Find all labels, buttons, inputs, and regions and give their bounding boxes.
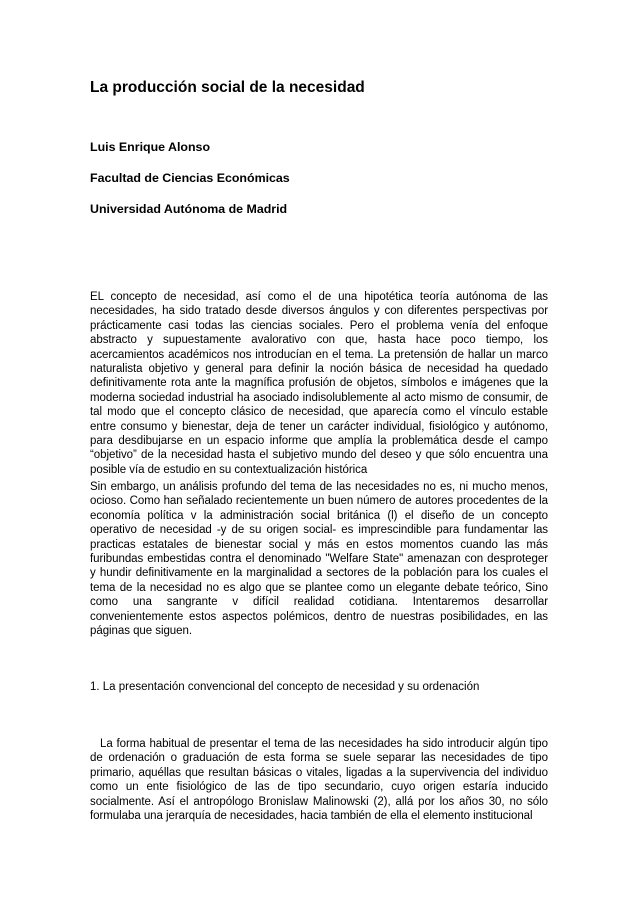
section-paragraph: La forma habitual de presentar el tema de las necesidades ha sido introducir algún tipo de ordenación o graduación de esta forma se suele separar las necesidades de tipo primario, aquéllas que resultan básicas o vitales, ligadas a la supervivencia del individuo como un ente fisiológico de las de tipo secundario, cuyo origen estaría inducido socialmente. Así el antropólogo Bronislaw Malinowski (2), allá por los años 30, no sólo formulaba una jerarquía de necesidades, hacia también de ella el elemento institucional — [90, 738, 548, 823]
body-paragraph-1: EL concepto de necesidad, así como el de una hipotética teoría autónoma de las necesidades, ha sido tratado desde diversos ángulos y con diferentes perspectivas por prácticamente casi todas las ciencias sociales. Pero el problema venía del enfoque abstracto y supuestamente avalorativo con que, hasta hace poco tiempo, los acercamientos académicos nos introducían en el tema. La pretensión de hallar un marco naturalista objetivo y general para definir la noción básica de necesidad ha quedado definitivamente rota ante la magnífica profusión de objetos, símbolos e imágenes que la moderna sociedad industrial ha asociado indisolublemente al acto mismo de consumir, de tal modo que el concepto clásico de necesidad, que aparecía como el vínculo estable entre consumo y bienestar, deja de tener un carácter individual, fisiológico y autónomo, para desdibujarse en un espacio informe que amplía la problemática desde el campo “objetivo” de la necesidad hasta el subjetivo mundo del deseo y que sólo encuentra una posible vía de estudio en su contextualización histórica — [90, 291, 548, 476]
section-heading: 1. La presentación convencional del concepto de necesidad y su ordenación — [90, 681, 480, 693]
author-faculty: Facultad de Ciencias Económicas — [90, 171, 290, 185]
document-title: La producción social de la necesidad — [90, 79, 365, 96]
body-paragraph-2: Sin embargo, un análisis profundo del tema de las necesidades no es, ni mucho menos, ocioso. Como han señalado recientemente un buen número de autores procedentes de la economía política v la administración social británica (l) el diseño de un concepto operativo de necesidad -y de su origen social- es imprescindible para fundamentar las practicas estatales de bienestar social y más en estos momentos cuando las más furibundas embestidas contra el denominado "Welfare State" amenazan con desproteger y hundir definitivamente en la marginalidad a sectores de la población para los cuales el tema de la necesidad no es algo que se plantee como un elegante debate teórico, Sino como una sangrante v difícil realidad cotidiana. Intentaremos desarrollar convenientemente estos aspectos polémicos, dentro de nuestras posibilidades, en las páginas que siguen. — [90, 481, 548, 638]
author-name: Luis Enrique Alonso — [90, 140, 211, 154]
author-university: Universidad Autónoma de Madrid — [90, 202, 288, 216]
